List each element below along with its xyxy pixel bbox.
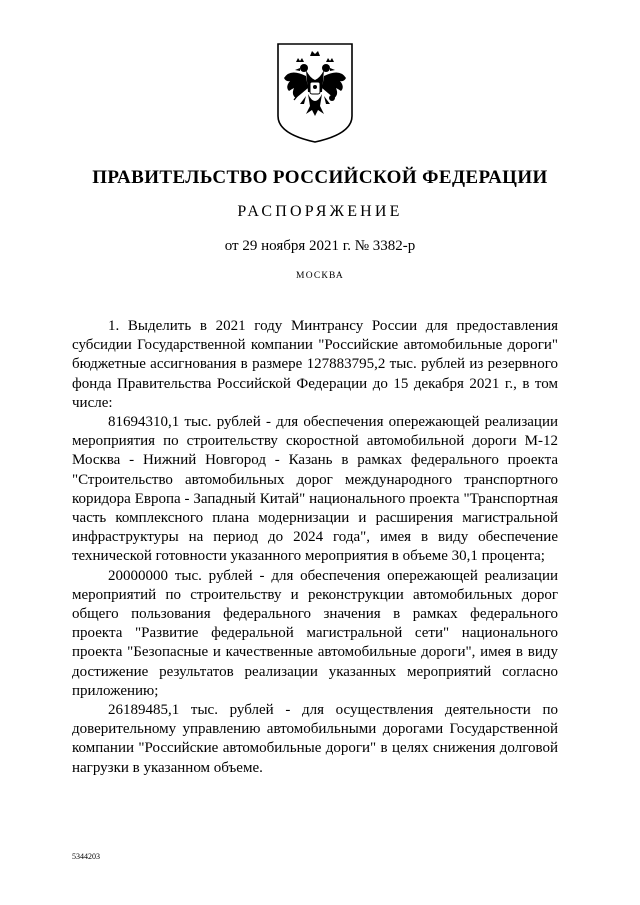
document-body: [72, 317, 558, 778]
organization-title: ПРАВИТЕЛЬСТВО РОССИЙСКОЙ ФЕДЕРАЦИИ: [92, 167, 548, 188]
document-city: МОСКВА: [296, 271, 344, 281]
document-type: РАСПОРЯЖЕНИЕ: [237, 203, 403, 220]
coat-of-arms-icon: [276, 42, 354, 144]
paragraph-2: 81694310,1 тыс. рублей - для обеспечения опережающей реализации мероприятия по строительству скоростной автомобильной дороги М-12 Москва - Нижний Новгород - Казань в рамках федерального проекта "Строительство автомобильных дорог международного транспортного коридора Европа - Западный Китай" национального проекта "Транспортная часть комплексного плана модернизации и расширения магистральной инфраструктуры на период до 2024 года", имея в виду обеспечение технической готовности указанного мероприятия в объеме 30,1 процента;: [72, 414, 558, 565]
document-date-number: от 29 ноября 2021 г. № 3382-р: [224, 238, 416, 254]
paragraph-3: 20000000 тыс. рублей - для обеспечения опережающей реализации мероприятий по строительству и реконструкции автомобильных дорог общего пользования федерального значения в рамках федерального проекта "Развитие федеральной магистральной сети" национального проекта "Безопасные и качественные автомобильные дороги", имея в виду достижение результатов реализации указанных мероприятий согласно приложению;: [72, 567, 558, 699]
document-code: 5344203: [72, 852, 100, 861]
paragraph-4: 26189485,1 тыс. рублей - для осуществления деятельности по доверительному управлению автомобильными дорогами Государственной компании "Российские автомобильные дороги" в целях снижения долговой нагрузки в указанном объеме.: [72, 702, 558, 776]
paragraph-1: 1. Выделить в 2021 году Минтрансу России для предоставления субсидии Государственной компании "Российские автомобильные дороги" бюджетные ассигнования в размере 127883795,2 тыс. рублей из резервного фонда Правительства Российской Федерации до 15 декабря 2021 г., в том числе:: [72, 318, 558, 411]
